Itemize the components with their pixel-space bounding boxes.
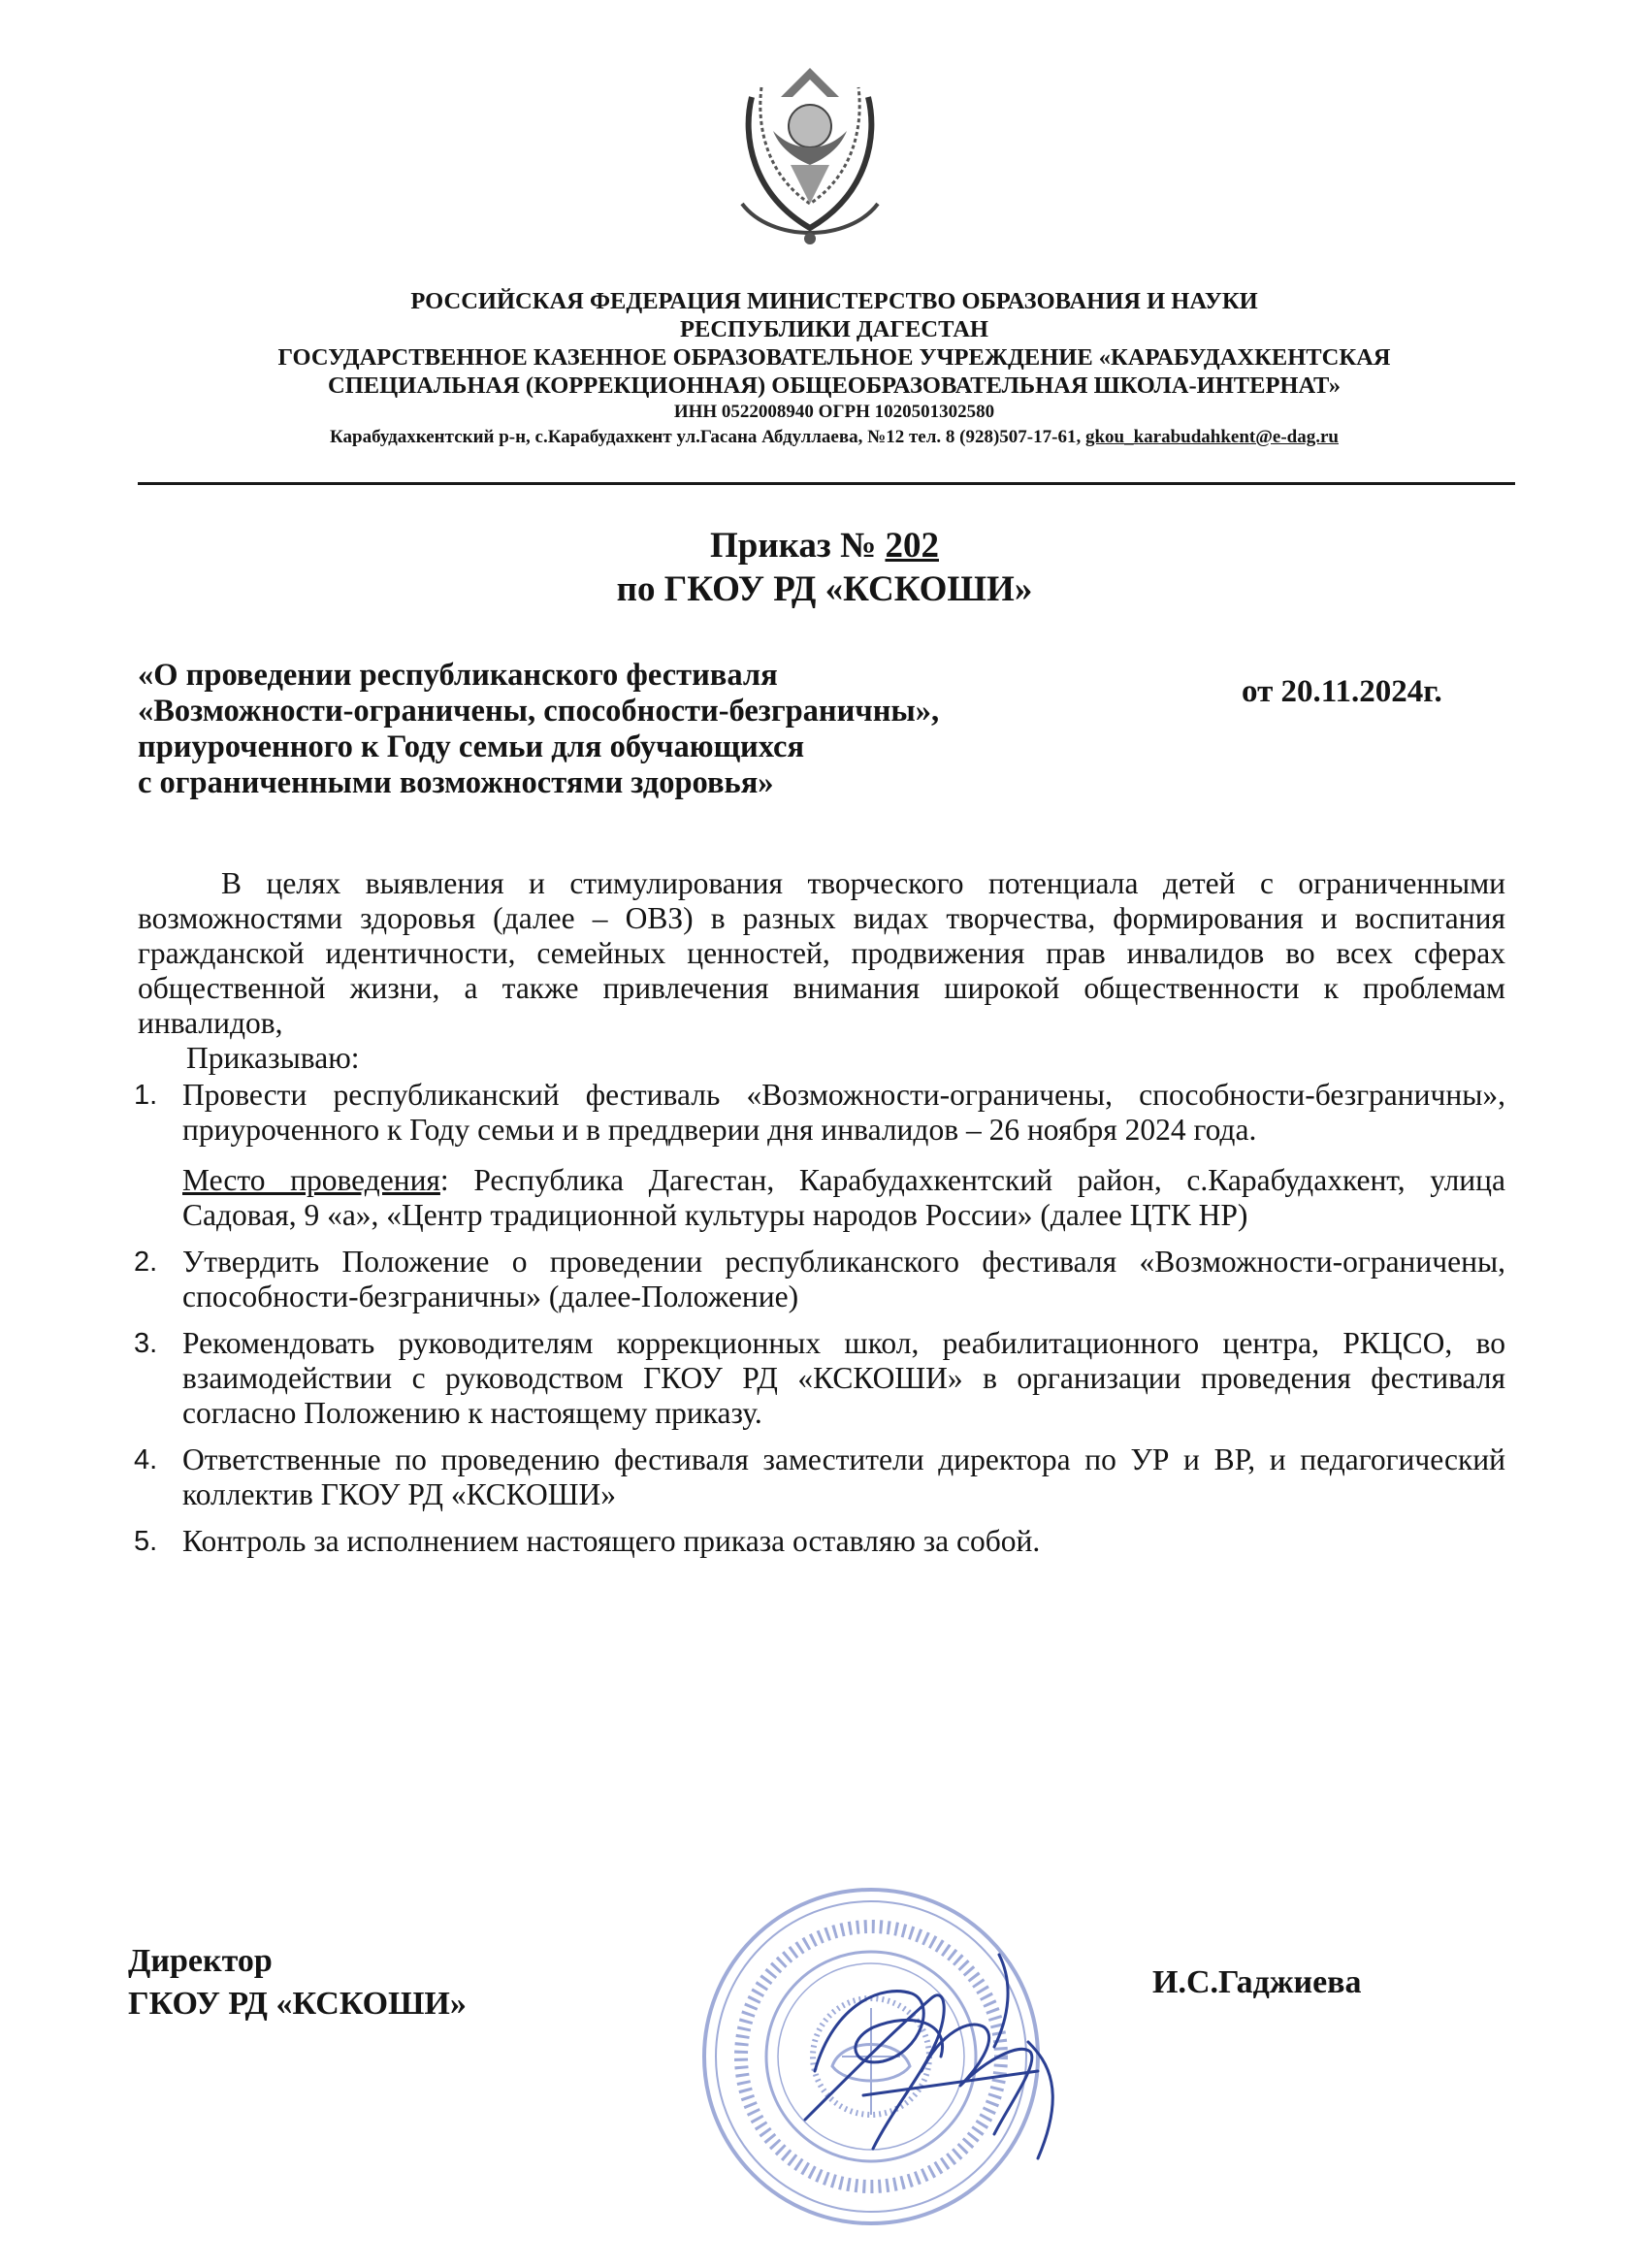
item-number: 5. bbox=[134, 1526, 158, 1557]
item-number: 2. bbox=[134, 1247, 158, 1278]
order-number-line bbox=[388, 524, 1261, 567]
venue-text: : Республика Дагестан, Карабудахкентский район, с.Карабудахкент, улица Садовая, 9 «а», «Центр традиционной культуры народов России» (далее ЦТК НР) bbox=[182, 1163, 1506, 1232]
order-title bbox=[388, 524, 1261, 611]
address-line bbox=[136, 425, 1533, 450]
email-link[interactable]: gkou_karabudahkent@e-dag.ru bbox=[1084, 427, 1339, 447]
item-text: Контроль за исполнением настоящего приказа оставляю за собой. bbox=[182, 1524, 1041, 1558]
list-item bbox=[134, 1442, 1505, 1512]
order-body bbox=[134, 866, 1506, 1571]
list-item bbox=[134, 1524, 1505, 1559]
item-text: Провести республиканский фестиваль «Возможности-ограничены, способности-безграничны», приуроченного к Году семьи и в преддверии дня инвалидов – 26 ноября 2024 года. bbox=[182, 1078, 1505, 1147]
order-date: от 20.11.2024г. bbox=[1242, 674, 1442, 709]
position-title: Директор bbox=[128, 1943, 273, 1979]
coat-of-arms-emblem bbox=[713, 58, 907, 252]
subject-line: с ограниченными возможностями здоровья» bbox=[138, 765, 774, 800]
letterhead-line: РЕСПУБЛИКИ ДАГЕСТАН bbox=[680, 316, 988, 342]
intro-paragraph: В целях выявления и стимулирования творческого потенциала детей с ограниченными возможностями здоровья (далее – ОВЗ) в разных видах творчества, формирования и воспитания гражданской идентичности, семейных ценностей, продвижения прав инвалидов во всех сферах общественной жизни, а также привлечения внимания широкой общественности к проблемам инвалидов, bbox=[138, 866, 1505, 1040]
handwritten-signature bbox=[776, 1926, 1106, 2197]
list-item bbox=[134, 1245, 1505, 1314]
position-organization: ГКОУ РД «КСКОШИ» bbox=[128, 1986, 467, 2022]
registration-ids: ИНН 0522008940 ОГРН 1020501302580 bbox=[673, 402, 995, 422]
item-number: 3. bbox=[134, 1328, 158, 1359]
item-number: 1. bbox=[134, 1080, 158, 1111]
order-title-prefix: Приказ № bbox=[710, 526, 886, 566]
letterhead-line: ГОСУДАРСТВЕННОЕ КАЗЕННОЕ ОБРАЗОВАТЕЛЬНОЕ УЧРЕЖДЕНИЕ «КАРАБУДАХКЕНТСКАЯ bbox=[277, 344, 1391, 371]
signatory-name: И.С.Гаджиева bbox=[1152, 1964, 1362, 2000]
item-text: Рекомендовать руководителям коррекционных школ, реабилитационного центра, РКЦСО, во взаимодействии с руководством ГКОУ РД «КСКОШИ» в организации проведения фестиваля согласно Положению к настоящему приказу. bbox=[182, 1326, 1505, 1430]
venue-label: Место проведения bbox=[182, 1163, 440, 1197]
order-items bbox=[134, 1078, 1506, 1559]
header-divider bbox=[138, 482, 1515, 485]
letterhead bbox=[136, 287, 1533, 450]
signatory-position bbox=[128, 1940, 467, 2025]
list-item bbox=[134, 1326, 1505, 1431]
item-text: Утвердить Положение о проведении республиканского фестиваля «Возможности-ограничены, способности-безграничны» (далее-Положение) bbox=[182, 1245, 1505, 1313]
venue-paragraph bbox=[182, 1163, 1505, 1233]
subject-line: «О проведении республиканского фестиваля bbox=[138, 658, 778, 693]
subject-line: «Возможности-ограничены, способности-безграничны», bbox=[138, 694, 940, 729]
item-text: Ответственные по проведению фестиваля заместители директора по УР и ВР, и педагогический коллектив ГКОУ РД «КСКОШИ» bbox=[182, 1442, 1505, 1511]
order-subject bbox=[138, 658, 1166, 801]
order-number: 202 bbox=[885, 526, 939, 566]
order-organization: по ГКОУ РД «КСКОШИ» bbox=[616, 569, 1033, 609]
address-text: Карабудахкентский р-н, с.Карабудахкент ул.Гасана Абдуллаева, №12 тел. 8 (928)507-17-61, bbox=[329, 427, 1085, 447]
letterhead-line: РОССИЙСКАЯ ФЕДЕРАЦИЯ МИНИСТЕРСТВО ОБРАЗОВАНИЯ И НАУКИ bbox=[410, 288, 1258, 314]
letterhead-line: СПЕЦИАЛЬНАЯ (КОРРЕКЦИОННАЯ) ОБЩЕОБРАЗОВАТЕЛЬНАЯ ШКОЛА-ИНТЕРНАТ» bbox=[328, 373, 1341, 399]
subject-line: приуроченного к Году семьи для обучающихся bbox=[138, 729, 805, 764]
item-number: 4. bbox=[134, 1444, 158, 1475]
decree-word: Приказываю: bbox=[186, 1041, 360, 1075]
list-item bbox=[134, 1078, 1506, 1233]
